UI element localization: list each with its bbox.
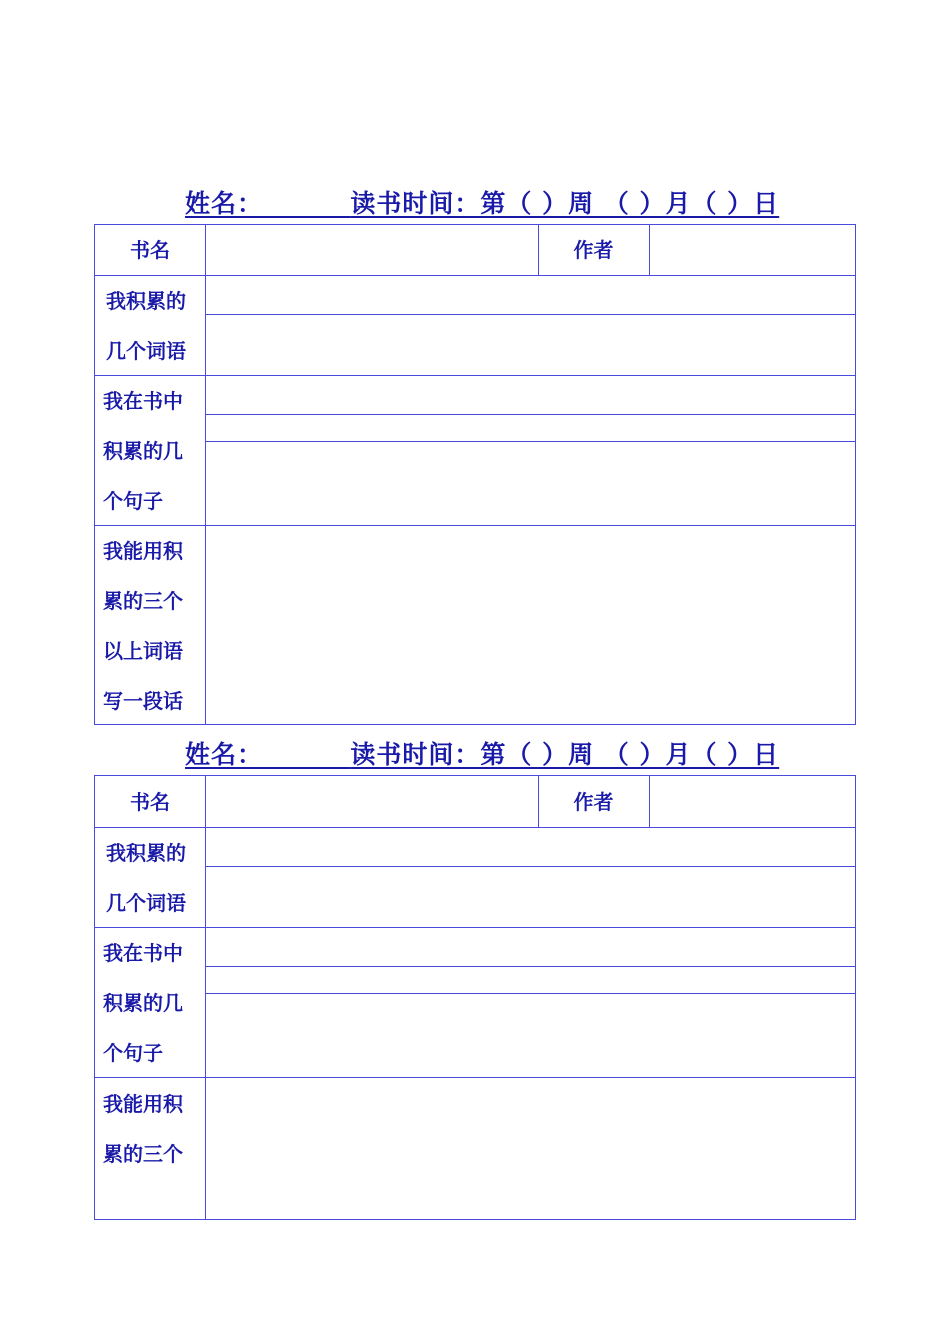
sentences-label-line: 积累的几 [103,991,183,1015]
name-blank [263,740,350,769]
reading-time-label: 读书时间：第（ ）周 （ ）月（ ）日 [350,740,780,769]
author-label: 作者 [573,238,614,262]
author-divider-right [649,776,650,827]
paragraph-label-line: 累的三个 [103,1142,183,1166]
row-divider [95,375,855,376]
paragraph-label-line: 我能用积 [103,539,183,563]
label-column-divider [205,225,206,724]
row-divider [95,927,855,928]
writing-line [205,866,855,867]
writing-line [205,414,855,415]
book-title-label: 书名 [130,238,170,262]
author-divider-right [649,225,650,275]
label-column-divider [205,776,206,1219]
sentences-label-line: 我在书中 [103,941,183,965]
form-header [185,184,779,220]
writing-line [205,966,855,967]
words-label-line: 几个词语 [106,891,186,915]
book-title-label: 书名 [130,790,170,814]
writing-line [205,314,855,315]
words-label-line: 几个词语 [106,339,186,363]
form-header [185,735,779,771]
row-divider [95,827,855,828]
sentences-label-line: 积累的几 [103,439,183,463]
name-label: 姓名： [185,189,264,218]
writing-line [205,441,855,442]
author-label: 作者 [573,790,614,814]
row-divider [95,525,855,526]
row-divider [95,275,855,276]
reading-record-form [94,775,856,1220]
sentences-label-line: 个句子 [103,489,163,513]
paragraph-label-line: 累的三个 [103,589,183,613]
row-divider [95,1077,855,1078]
paragraph-label-line: 写一段话 [103,689,183,713]
name-blank [263,189,350,218]
name-label: 姓名： [185,740,264,769]
paragraph-label-line: 以上词语 [103,639,183,663]
words-label-line: 我积累的 [106,841,186,865]
sentences-label-line: 我在书中 [103,389,183,413]
sentences-label-line: 个句子 [103,1041,163,1065]
paragraph-label-line: 我能用积 [103,1092,183,1116]
reading-time-label: 读书时间：第（ ）周 （ ）月（ ）日 [350,189,780,218]
writing-line [205,993,855,994]
reading-record-form [94,224,856,725]
words-label-line: 我积累的 [106,289,186,313]
